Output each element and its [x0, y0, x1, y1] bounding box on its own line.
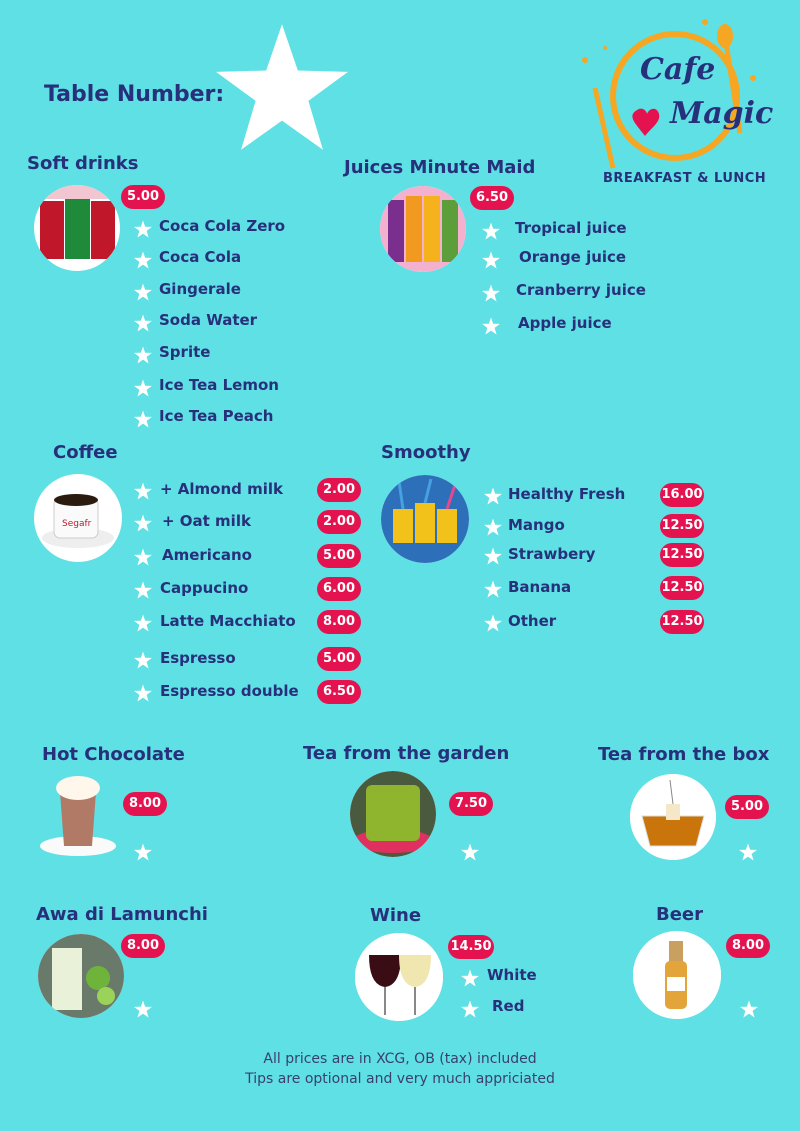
smoothy-title: Smoothy: [381, 442, 471, 463]
smoothy-item: Banana: [508, 578, 572, 596]
coffee-price: 2.00: [317, 478, 361, 502]
juice-star-icon: [482, 251, 500, 269]
logo-cafe-text: Cafe: [640, 52, 716, 87]
soft-drink-item: Ice Tea Peach: [159, 407, 274, 425]
awa-title: Awa di Lamunchi: [36, 904, 208, 925]
tea-box-price: 5.00: [725, 795, 769, 819]
coffee-item: Latte Macchiato: [160, 612, 296, 630]
tea-box-photo: [630, 774, 716, 860]
juices-photo: [380, 186, 466, 272]
wine-red-star-icon: [461, 1000, 479, 1018]
coffee-item: Espresso: [160, 649, 236, 667]
beer-price: 8.00: [726, 934, 770, 958]
smoothy-star-icon: [484, 614, 502, 632]
coffee-item: Espresso double: [160, 682, 299, 700]
juice-star-icon: [482, 222, 500, 240]
juice-star-icon: [482, 317, 500, 335]
smoothy-photo: [381, 475, 469, 563]
svg-text:Segafr: Segafr: [62, 519, 92, 529]
coffee-item: Americano: [162, 546, 252, 564]
coffee-star-icon: [134, 651, 152, 669]
smoothy-price: 12.50: [660, 576, 704, 600]
awa-star-icon: [134, 1000, 152, 1018]
coffee-price: 5.00: [317, 544, 361, 568]
beer-star-icon: [740, 1000, 758, 1018]
coffee-star-icon: [134, 482, 152, 500]
soft-drink-item: Gingerale: [159, 280, 241, 298]
footer-line-2: Tips are optional and very much appriciated: [245, 1071, 555, 1087]
smoothy-star-icon: [484, 518, 502, 536]
soft-drink-star-icon: [134, 346, 152, 364]
hot-chocolate-price: 8.00: [123, 792, 167, 816]
coffee-item: + Oat milk: [162, 512, 251, 530]
coffee-price: 6.00: [317, 577, 361, 601]
awa-photo: [38, 934, 124, 1018]
tea-box-star-icon: [739, 843, 757, 861]
coffee-price: 6.50: [317, 680, 361, 704]
soft-drink-star-icon: [134, 379, 152, 397]
smoothy-price: 16.00: [660, 483, 704, 507]
coffee-item: Cappucino: [160, 579, 249, 597]
hot-chocolate-photo: [38, 770, 122, 858]
soft-drink-item: Coca Cola: [159, 248, 242, 266]
juice-star-icon: [482, 284, 500, 302]
smoothy-item: Mango: [508, 516, 565, 534]
juice-item: Apple juice: [518, 314, 612, 332]
juice-item: Cranberry juice: [516, 281, 646, 299]
wine-title: Wine: [370, 905, 422, 926]
smoothy-star-icon: [484, 487, 502, 505]
tea-garden-star-icon: [461, 843, 479, 861]
coffee-price: 5.00: [317, 647, 361, 671]
soft-drink-star-icon: [134, 251, 152, 269]
smoothy-item: Strawbery: [508, 545, 596, 563]
juice-item: Orange juice: [519, 248, 627, 266]
hot-chocolate-title: Hot Chocolate: [42, 744, 185, 765]
juices-price: 6.50: [470, 186, 514, 210]
soft-drink-star-icon: [134, 314, 152, 332]
juices-title: Juices Minute Maid: [344, 157, 536, 178]
soft-drinks-title: Soft drinks: [27, 153, 139, 174]
soft-drink-item: Coca Cola Zero: [159, 217, 286, 235]
coffee-star-icon: [134, 548, 152, 566]
smoothy-price: 12.50: [660, 514, 704, 538]
wine-white-label: White: [487, 966, 537, 984]
smoothy-star-icon: [484, 580, 502, 598]
soft-drink-star-icon: [134, 410, 152, 428]
soft-drink-item: Sprite: [159, 343, 211, 361]
wine-photo: [355, 933, 443, 1021]
smoothy-star-icon: [484, 547, 502, 565]
tea-garden-title: Tea from the garden: [303, 743, 510, 764]
footer-line-1: All prices are in XCG, OB (tax) included: [263, 1051, 537, 1067]
coffee-photo: [34, 474, 122, 562]
smoothy-price: 12.50: [660, 610, 704, 634]
soft-drink-item: Soda Water: [159, 311, 258, 329]
hot-chocolate-star-icon: [134, 843, 152, 861]
wine-white-star-icon: [461, 969, 479, 987]
coffee-star-icon: [134, 614, 152, 632]
logo-magic-text: Magic: [670, 96, 774, 131]
coffee-price: 8.00: [317, 610, 361, 634]
logo-subtitle: BREAKFAST & LUNCH: [603, 171, 767, 186]
tea-garden-photo: [350, 771, 436, 857]
wine-price: 14.50: [448, 935, 494, 959]
beer-title: Beer: [656, 904, 704, 925]
beer-photo: [633, 931, 721, 1019]
soft-drinks-price: 5.00: [121, 185, 165, 209]
tea-garden-price: 7.50: [449, 792, 493, 816]
juice-item: Tropical juice: [515, 219, 627, 237]
coffee-star-icon: [134, 581, 152, 599]
coffee-title: Coffee: [53, 442, 118, 463]
coffee-price: 2.00: [317, 510, 361, 534]
soft-drink-item: Ice Tea Lemon: [159, 376, 279, 394]
coffee-star-icon: [134, 684, 152, 702]
smoothy-price: 12.50: [660, 543, 704, 567]
soft-drinks-photo: [34, 185, 120, 271]
soft-drink-star-icon: [134, 220, 152, 238]
smoothy-item: Healthy Fresh: [508, 485, 626, 503]
coffee-item: + Almond milk: [160, 480, 284, 498]
soft-drink-star-icon: [134, 283, 152, 301]
wine-red-label: Red: [492, 997, 525, 1015]
awa-price: 8.00: [121, 934, 165, 958]
coffee-star-icon: [134, 514, 152, 532]
smoothy-item: Other: [508, 612, 557, 630]
big-star-icon: [216, 24, 348, 150]
tea-box-title: Tea from the box: [598, 744, 770, 765]
table-number-label: Table Number:: [44, 82, 225, 107]
